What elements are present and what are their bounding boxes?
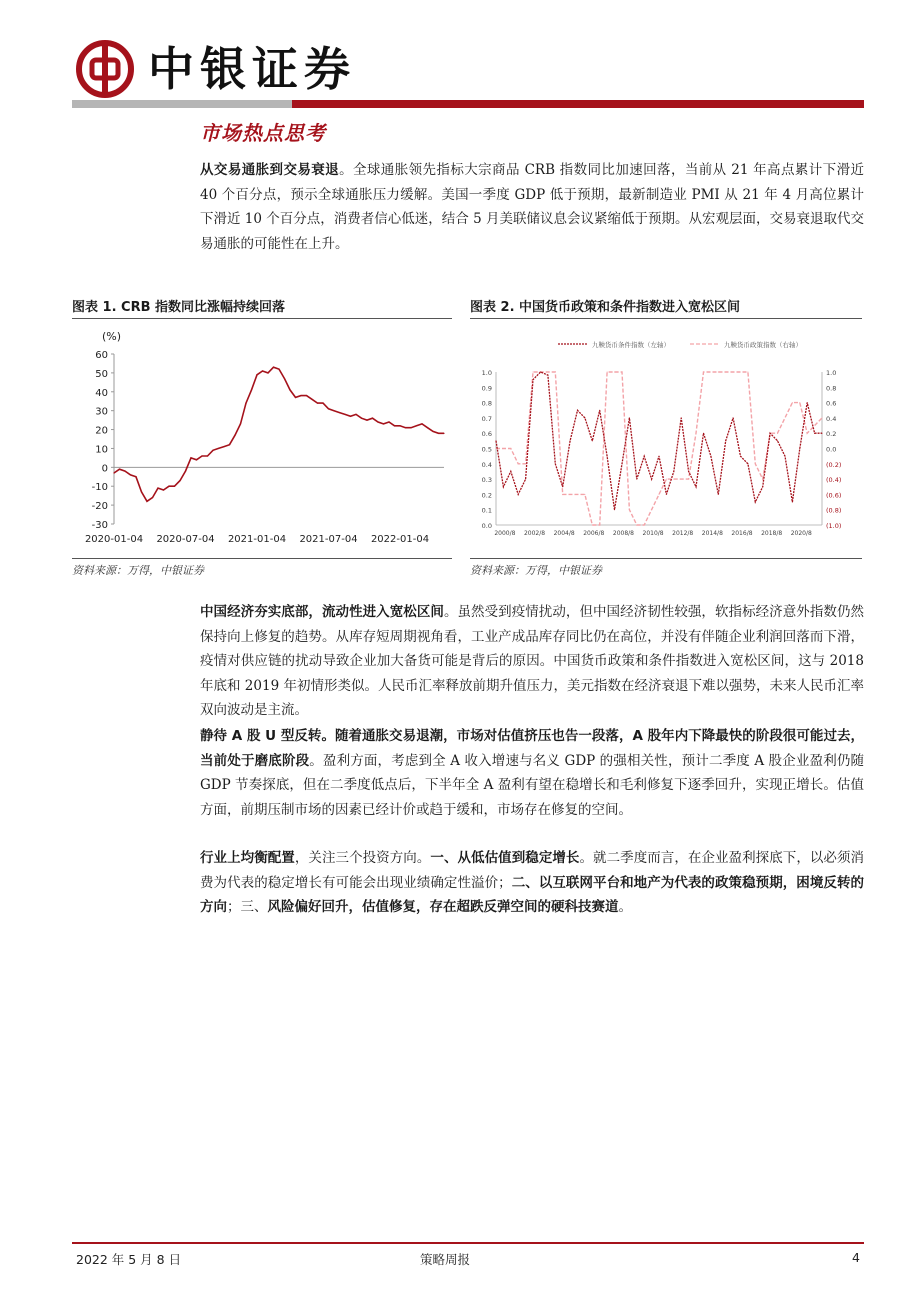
data-point-crb — [251, 389, 252, 390]
x-tick-label: 2018/8 — [761, 530, 783, 537]
data-point-crb — [295, 397, 296, 398]
paragraph-text-2: 。就二季度而言，在企业盈利探底下，以必须消费为代表的稳定增长有可能会出现业绩确定性溢价； — [200, 850, 865, 891]
data-point-crb — [405, 427, 406, 428]
y-tick-label: -10 — [91, 482, 108, 494]
data-point-policy-index — [659, 494, 660, 495]
y-axis-unit-label: (%) — [102, 330, 122, 343]
x-tick-label: 2021-01-04 — [227, 534, 287, 545]
figure1-chart — [72, 322, 452, 554]
data-point-crb — [146, 501, 147, 502]
data-point-crb — [306, 395, 307, 396]
data-point-crb — [438, 433, 439, 434]
data-point-policy-index — [696, 433, 697, 434]
data-point-crb — [113, 472, 114, 473]
footer-rule — [72, 1242, 864, 1244]
y-tick-label: 10 — [95, 444, 108, 456]
data-point-conditions-index — [562, 486, 563, 487]
data-point-conditions-index — [644, 456, 645, 457]
data-point-policy-index — [747, 372, 748, 373]
data-point-policy-index — [562, 494, 563, 495]
data-point-crb — [245, 403, 246, 404]
data-point-policy-index — [496, 448, 497, 449]
paragraph-text-4: 。 — [618, 899, 632, 915]
data-point-crb — [394, 425, 395, 426]
data-point-conditions-index — [547, 375, 548, 376]
section-title: 市场热点思考 — [200, 121, 326, 145]
data-point-policy-index — [636, 525, 637, 526]
paragraph-lead: 静待 A 股 U 型反转。随着通胀交易退潮，市场对估值挤压也告一段落，A 股年内下降最快的阶段很可能过去，当前处于磨底阶段 — [200, 728, 864, 769]
left-y-tick-label: 0.0 — [481, 522, 492, 530]
data-point-policy-index — [570, 494, 571, 495]
data-point-conditions-index — [525, 479, 526, 480]
data-point-crb — [218, 448, 219, 449]
data-point-policy-index — [599, 525, 600, 526]
data-point-conditions-index — [607, 456, 608, 457]
figure1-source: 资料来源：万得，中银证券 — [72, 564, 204, 577]
data-point-policy-index — [718, 372, 719, 373]
data-point-policy-index — [629, 509, 630, 510]
data-point-conditions-index — [651, 479, 652, 480]
data-point-policy-index — [555, 372, 556, 373]
data-point-conditions-index — [755, 502, 756, 503]
y-tick-label: 60 — [95, 350, 108, 361]
data-point-crb — [421, 423, 422, 424]
x-tick-label: 2022-01-04 — [370, 534, 430, 545]
data-point-crb — [168, 486, 169, 487]
data-point-policy-index — [688, 479, 689, 480]
data-point-crb — [124, 471, 125, 472]
left-y-tick-label: 0.2 — [481, 491, 492, 500]
data-point-policy-index — [799, 402, 800, 403]
data-point-conditions-index — [659, 456, 660, 457]
y-tick-label: 20 — [95, 425, 108, 437]
data-point-crb — [185, 471, 186, 472]
y-tick-label: -20 — [91, 501, 108, 513]
data-point-policy-index — [621, 372, 622, 373]
data-point-policy-index — [807, 433, 808, 434]
paragraph-bold-2: 一、从低估值到稳定增长 — [430, 850, 580, 866]
left-y-tick-label: 0.9 — [481, 384, 492, 393]
x-tick-label: 2004/8 — [553, 530, 575, 537]
data-point-conditions-index — [584, 417, 585, 418]
paragraph-bold-1: 行业上均衡配置 — [200, 850, 295, 866]
data-point-conditions-index — [710, 456, 711, 457]
data-point-conditions-index — [673, 471, 674, 472]
x-tick-label: 2010/8 — [642, 530, 664, 537]
data-point-conditions-index — [496, 440, 497, 441]
data-point-policy-index — [673, 479, 674, 480]
data-point-policy-index — [592, 525, 593, 526]
data-point-policy-index — [733, 372, 734, 373]
paragraph-body: 。全球通胀领先指标大宗商品 CRB 指数同比加速回落，当前从 21 年高点累计下滑近 40 个百分点，预示全球通胀压力缓解。美国一季度 GDP 低于预期，最新制造业 PMI 从 21 年 4 月高位累计下滑近 10 个百分点，消费者信心低迷，结合 5 月美联储议息会议紧缩低于预期。从宏观层面，交易衰退取代交易通胀的可能性在上升。 — [200, 162, 864, 252]
paragraph-body: 。虽然受到疫情扰动，但中国经济韧性较强，软指标经济意外指数仍然保持向上修复的趋势。从库存短周期视角看，工业产成品库存同比仍在高位，并没有伴随企业利润回落而下滑，疫情对供应链的扰动导致企业加大备货可能是背后的原因。中国货币政策和条件指数进入宽松区间，这与 2018 年底和 2019 年初情形类似。人民币汇率释放前期升值压力，美元指数在经济衰退下难以强势，未来人民币汇率双向波动是主流。 — [200, 604, 865, 718]
right-y-tick-label: 1.0 — [826, 369, 837, 377]
right-y-tick-label: (0.4) — [826, 476, 842, 485]
x-tick-label: 2020-07-04 — [156, 534, 215, 545]
paragraph-lead: 中国经济夯实底部，流动性进入宽松区间 — [200, 604, 444, 620]
data-point-crb — [223, 446, 224, 447]
data-point-policy-index — [777, 433, 778, 434]
figure2-title: 图表 2. 中国货币政策和条件指数进入宽松区间 — [470, 300, 741, 315]
data-point-crb — [174, 486, 175, 487]
data-point-crb — [432, 431, 433, 432]
paragraph-body: 。盈利方面，考虑到全 A 收入增速与名义 GDP 的强相关性，预计二季度 A 股企业盈利仍随 GDP 节奏探底，但在二季度低点后，下半年全 A 盈利有望在稳增长和毛利修复下逐季回升，实现正增长。估值方面，前期压制市场的因素已经计价或趋于缓和，市场存在修复的空间。 — [200, 752, 865, 818]
data-point-crb — [372, 418, 373, 419]
x-tick-label: 2020/8 — [790, 530, 812, 537]
data-point-crb — [229, 444, 230, 445]
left-y-tick-label: 0.6 — [481, 430, 492, 439]
figure1-top-rule — [72, 318, 452, 319]
x-tick-label: 2006/8 — [583, 530, 605, 537]
data-point-crb — [273, 367, 274, 368]
left-y-tick-label: 0.5 — [481, 445, 492, 454]
data-point-conditions-index — [599, 410, 600, 411]
right-y-tick-label: 0.4 — [826, 414, 837, 423]
right-y-tick-label: 0.2 — [826, 430, 837, 439]
data-point-crb — [179, 480, 180, 481]
figure1-title: 图表 1. CRB 指数同比涨幅持续回落 — [72, 300, 286, 315]
figure2-source: 资料来源：万得，中银证券 — [470, 564, 602, 577]
data-point-conditions-index — [688, 471, 689, 472]
data-point-crb — [256, 374, 257, 375]
data-point-policy-index — [725, 372, 726, 373]
paragraph-a-share-reversal — [200, 724, 864, 822]
data-point-conditions-index — [822, 433, 823, 434]
data-point-crb — [267, 372, 268, 373]
data-point-crb — [262, 370, 263, 371]
data-point-policy-index — [822, 417, 823, 418]
data-point-conditions-index — [666, 494, 667, 495]
paragraph-lead: 从交易通胀到交易衰退 — [200, 162, 340, 178]
x-tick-label: 2020-01-04 — [84, 534, 144, 545]
data-point-crb — [416, 425, 417, 426]
data-point-conditions-index — [696, 486, 697, 487]
data-point-policy-index — [510, 448, 511, 449]
data-point-conditions-index — [540, 372, 541, 373]
x-tick-label: 2000/8 — [494, 530, 516, 537]
data-point-policy-index — [762, 479, 763, 480]
paragraph-china-economy — [200, 600, 864, 723]
data-point-crb — [190, 457, 191, 458]
data-point-policy-index — [607, 372, 608, 373]
data-point-crb — [361, 418, 362, 419]
paragraph-text-3: ；三、 — [227, 899, 268, 915]
paragraph-text-1: ，关注三个投资方向。 — [294, 850, 431, 866]
x-tick-label: 2008/8 — [612, 530, 634, 537]
series-line-conditions-index — [496, 372, 822, 510]
data-point-conditions-index — [510, 471, 511, 472]
paragraph-bold-4: 风险偏好回升，估值修复，存在超跌反弹空间的硬科技赛道 — [267, 899, 619, 915]
data-point-crb — [333, 410, 334, 411]
data-point-conditions-index — [503, 486, 504, 487]
legend-label-conditions: 九鞅货币条件指数（左轴） — [592, 341, 670, 349]
right-y-tick-label: 0.0 — [826, 445, 837, 454]
y-tick-label: 0 — [101, 463, 108, 475]
data-point-policy-index — [703, 372, 704, 373]
left-y-tick-label: 0.3 — [481, 476, 492, 485]
data-point-crb — [377, 421, 378, 422]
data-point-policy-index — [792, 402, 793, 403]
data-point-conditions-index — [762, 486, 763, 487]
data-point-policy-index — [584, 494, 585, 495]
y-tick-label: 50 — [95, 368, 108, 380]
data-point-policy-index — [644, 525, 645, 526]
data-point-crb — [141, 491, 142, 492]
data-point-conditions-index — [681, 417, 682, 418]
left-y-tick-label: 0.7 — [481, 414, 492, 423]
data-point-crb — [300, 395, 301, 396]
paragraph-inflation-to-recession — [200, 158, 864, 256]
data-point-crb — [289, 389, 290, 390]
data-point-conditions-index — [777, 440, 778, 441]
right-y-tick-label: (0.8) — [826, 506, 842, 515]
figure2-bottom-rule — [470, 558, 862, 559]
data-point-conditions-index — [740, 456, 741, 457]
series-line-policy-index — [496, 372, 822, 525]
data-point-conditions-index — [733, 417, 734, 418]
data-point-crb — [119, 469, 120, 470]
data-point-crb — [427, 427, 428, 428]
data-point-conditions-index — [629, 417, 630, 418]
right-y-tick-label: 0.6 — [826, 399, 837, 408]
y-tick-label: 30 — [95, 406, 108, 418]
y-tick-label: -30 — [91, 520, 108, 531]
data-point-crb — [163, 489, 164, 490]
data-point-policy-index — [614, 372, 615, 373]
header-rule-red — [292, 100, 864, 108]
figure1-bottom-rule — [72, 558, 452, 559]
data-point-crb — [339, 412, 340, 413]
data-point-crb — [317, 403, 318, 404]
right-y-tick-label: (0.6) — [826, 491, 842, 500]
data-point-conditions-index — [614, 509, 615, 510]
data-point-crb — [234, 435, 235, 436]
boc-logo-icon — [76, 40, 134, 98]
data-point-conditions-index — [621, 463, 622, 464]
y-tick-label: 40 — [95, 387, 108, 399]
data-point-conditions-index — [747, 463, 748, 464]
data-point-conditions-index — [636, 479, 637, 480]
data-point-crb — [322, 403, 323, 404]
data-point-crb — [350, 416, 351, 417]
x-tick-label: 2012/8 — [672, 530, 694, 537]
data-point-crb — [152, 497, 153, 498]
data-point-crb — [130, 474, 131, 475]
paragraph-sector-allocation — [200, 846, 864, 920]
legend-label-policy: 九鞅货币政策指数（右轴） — [724, 341, 802, 349]
data-point-crb — [212, 450, 213, 451]
data-point-conditions-index — [577, 410, 578, 411]
data-point-crb — [399, 425, 400, 426]
data-point-conditions-index — [555, 463, 556, 464]
x-tick-label: 2016/8 — [731, 530, 753, 537]
figure2-top-rule — [470, 318, 862, 319]
data-point-crb — [284, 378, 285, 379]
right-y-tick-label: (1.0) — [826, 522, 842, 530]
series-line-crb — [114, 367, 444, 501]
data-point-crb — [201, 455, 202, 456]
data-point-conditions-index — [784, 456, 785, 457]
data-point-crb — [388, 421, 389, 422]
data-point-crb — [383, 423, 384, 424]
data-point-conditions-index — [570, 440, 571, 441]
right-y-tick-label: (0.2) — [826, 460, 842, 469]
left-y-tick-label: 0.8 — [481, 399, 492, 408]
data-point-conditions-index — [770, 433, 771, 434]
data-point-conditions-index — [799, 448, 800, 449]
data-point-crb — [443, 433, 444, 434]
data-point-crb — [410, 427, 411, 428]
left-y-tick-label: 0.1 — [481, 506, 492, 515]
data-point-crb — [240, 423, 241, 424]
data-point-crb — [355, 414, 356, 415]
footer-page-number: 4 — [852, 1250, 860, 1265]
data-point-crb — [196, 459, 197, 460]
data-point-conditions-index — [703, 433, 704, 434]
x-tick-label: 2021-07-04 — [299, 534, 358, 545]
data-point-conditions-index — [725, 440, 726, 441]
data-point-policy-index — [533, 372, 534, 373]
data-point-conditions-index — [792, 502, 793, 503]
data-point-conditions-index — [518, 494, 519, 495]
paragraph-bold-3: 二、以互联网平台和地产为代表的政策稳预期，困境反转的方向 — [200, 874, 865, 915]
footer-report-name: 策略周报 — [420, 1252, 471, 1267]
data-point-conditions-index — [718, 494, 719, 495]
footer-date: 2022 年 5 月 8 日 — [76, 1252, 182, 1267]
right-y-tick-label: 0.8 — [826, 384, 837, 393]
data-point-policy-index — [666, 479, 667, 480]
data-point-policy-index — [518, 463, 519, 464]
data-point-conditions-index — [533, 379, 534, 380]
data-point-conditions-index — [592, 440, 593, 441]
data-point-conditions-index — [814, 433, 815, 434]
data-point-crb — [311, 399, 312, 400]
data-point-crb — [157, 488, 158, 489]
data-point-crb — [135, 476, 136, 477]
left-y-tick-label: 0.4 — [481, 460, 492, 469]
x-tick-label: 2002/8 — [523, 530, 546, 537]
data-point-crb — [278, 369, 279, 370]
data-point-conditions-index — [807, 402, 808, 403]
x-tick-label: 2014/8 — [701, 530, 723, 537]
data-point-policy-index — [525, 463, 526, 464]
left-y-tick-label: 1.0 — [481, 369, 492, 377]
data-point-crb — [328, 408, 329, 409]
data-point-crb — [344, 414, 345, 415]
data-point-crb — [207, 455, 208, 456]
data-point-policy-index — [755, 463, 756, 464]
brand-name: 中银证券 — [148, 42, 356, 96]
figure2-chart — [470, 322, 862, 554]
header-rule-gray — [72, 100, 292, 108]
data-point-crb — [366, 420, 367, 421]
